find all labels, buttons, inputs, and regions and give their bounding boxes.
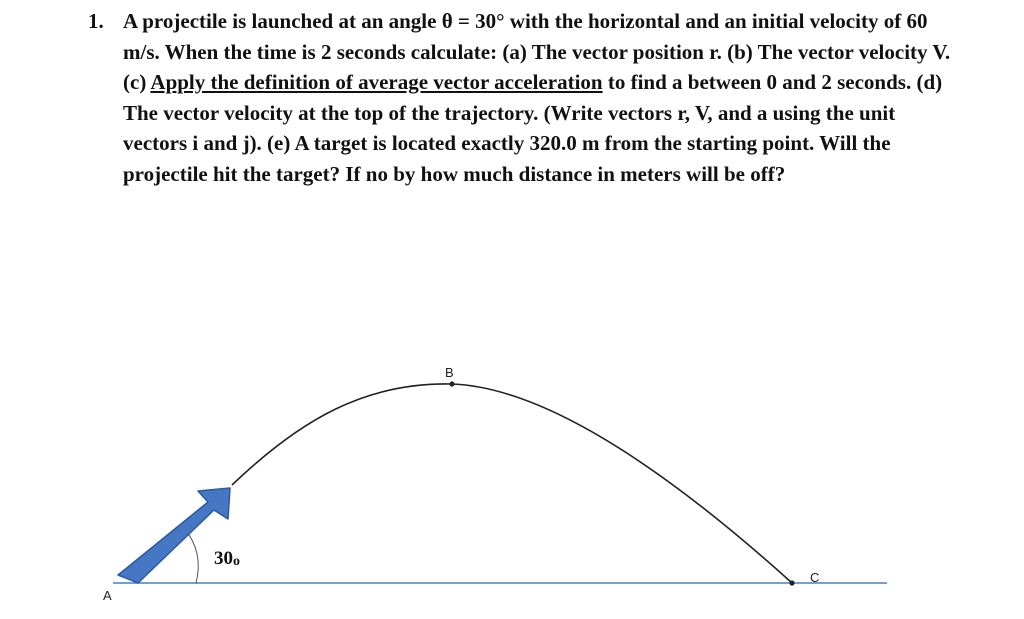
problem-number: 1. xyxy=(88,9,104,33)
angle-degree-symbol: o xyxy=(233,554,240,569)
point-c-dot xyxy=(789,580,794,585)
problem-text-part1: A projectile is launched at an angle θ = 30° with the horizontal and an initial velocity of 60 m/s. When the time is 2 seconds calculate: (a) The vector position r. (b) The vector velocity V. (c) xyxy=(123,9,951,94)
point-b-dot xyxy=(449,381,454,386)
problem-text-underlined: Apply the definition of average vector acceleration xyxy=(150,70,603,94)
point-a-label: A xyxy=(103,588,112,603)
point-c-label: C xyxy=(810,570,820,585)
problem-text-part2: to find a between 0 and 2 seconds. (d) The vector velocity at the top of the trajectory. (Write vectors r, V, and a using the unit vectors i and j). (e) A target is located exactly 320.0 m from the starting point. Will the projectile hit the target? If no by how much distance in meters will be off? xyxy=(123,70,943,186)
angle-value: 30 xyxy=(214,548,233,569)
angle-label xyxy=(214,548,240,569)
trajectory-curve xyxy=(232,384,792,583)
point-b-label: B xyxy=(445,365,454,380)
